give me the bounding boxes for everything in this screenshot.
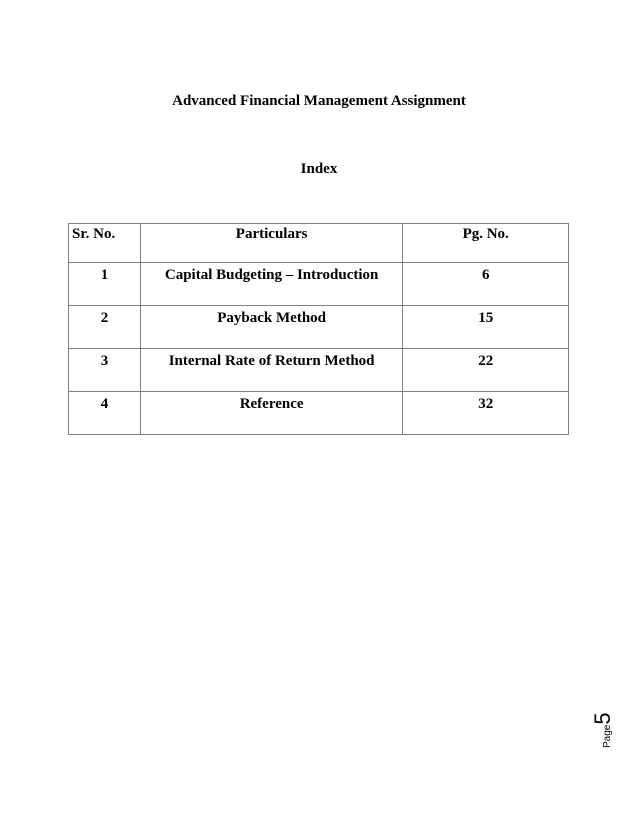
row-sr-no: 4 (69, 392, 141, 435)
page-digit: 5 (590, 712, 615, 725)
header-pg-no: Pg. No. (403, 224, 569, 263)
index-table (68, 223, 569, 435)
index-heading: Index (300, 161, 338, 177)
page-word: Page (602, 724, 613, 748)
row-sr-no: 3 (69, 349, 141, 392)
row-particulars: Capital Budgeting – Introduction (140, 263, 403, 306)
row-pg-no: 15 (403, 306, 569, 349)
header-sr-no: Sr. No. (69, 224, 141, 263)
row-particulars: Reference (140, 392, 403, 435)
document-title: Advanced Financial Management Assignment (172, 93, 466, 109)
row-pg-no: 6 (403, 263, 569, 306)
row-particulars: Internal Rate of Return Method (140, 349, 403, 392)
row-sr-no: 1 (69, 263, 141, 306)
table-row (69, 392, 569, 435)
table-row (69, 306, 569, 349)
row-pg-no: 32 (403, 392, 569, 435)
table-header-row (69, 224, 569, 263)
row-sr-no: 2 (69, 306, 141, 349)
row-pg-no: 22 (403, 349, 569, 392)
row-particulars: Payback Method (140, 306, 403, 349)
table-row (69, 263, 569, 306)
page-number-marker (590, 700, 618, 748)
table-row (69, 349, 569, 392)
header-particulars: Particulars (140, 224, 403, 263)
